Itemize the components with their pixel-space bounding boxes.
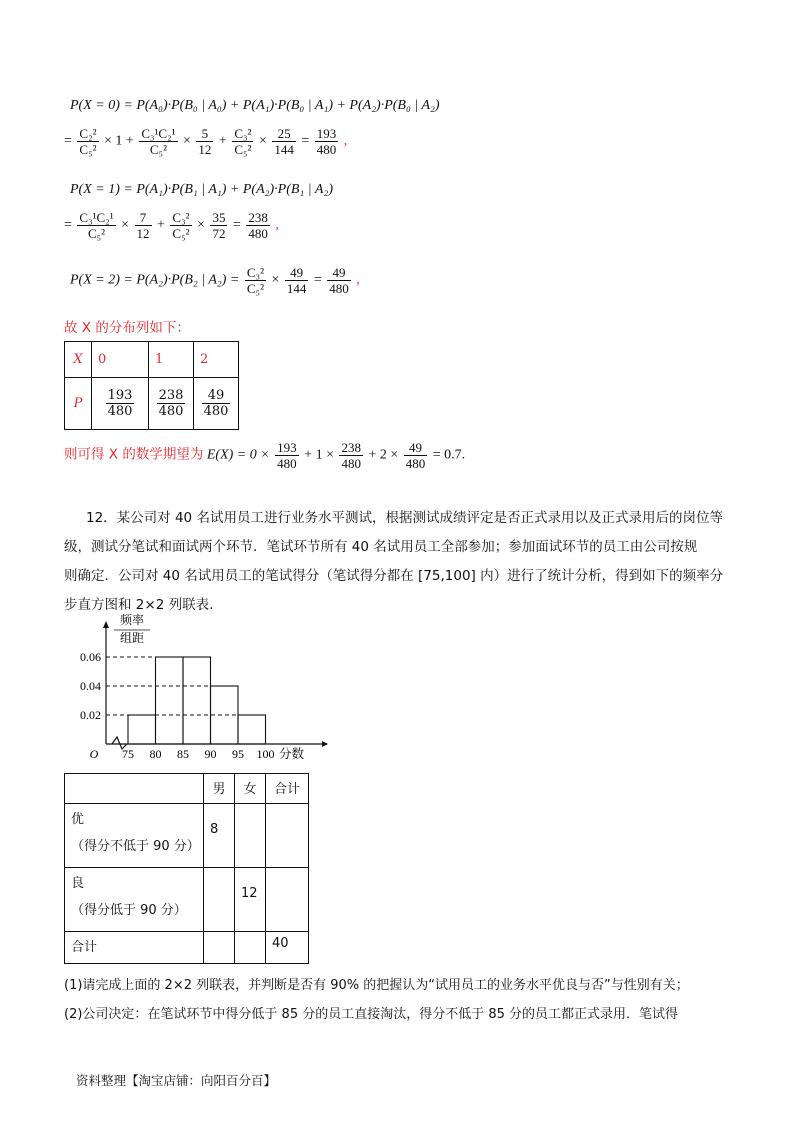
x-tick-label: 100 (256, 747, 275, 761)
fraction: $\frac{49}{144}$ (286, 265, 307, 296)
problem-line-4: 步直方图和 2×2 列联表. (64, 597, 214, 613)
question-1: (1)请完成上面的 2×2 列联表，并判断是否有 90% 的把握认为“试用员工的业务水平优良与否”与性别有关； (64, 978, 689, 993)
fraction: $\frac{\text{C₃¹C₂¹}}{\text{C₅²}}$ (141, 126, 176, 157)
x-tick-label: 80 (149, 747, 162, 761)
fraction: $\frac{\text{C₃²}}{\text{C₅²}}$ (234, 126, 252, 157)
x-tick-label: 90 (204, 747, 217, 761)
problem-line-1: 12．某公司对 40 名试用员工进行业务水平测试，根据测试成绩评定是否正式录用以及正式录用后的岗位等 (86, 510, 723, 526)
contingency-table: 男 女 合计 优 （得分不低于 90 分） 8 良 （得分低于 90 分） 12 合计 40 (64, 773, 309, 964)
x-axis-label: 分数 (278, 746, 305, 761)
y-tick-label: 0.02 (80, 708, 101, 722)
x-axis-arrow (322, 741, 328, 747)
distribution-table: X 0 1 2 P $\frac{193}{480}$ $\frac{238}{480}$ $\frac{49}{480}$ (64, 341, 239, 430)
fraction: $\frac{\text{C₃¹C₂¹}}{\text{C₅²}}$ (79, 210, 114, 241)
fraction: $\frac{7}{12}$ (136, 210, 150, 241)
histogram-bar (183, 657, 211, 744)
question-2: (2)公司决定：在笔试环节中得分低于 85 分的员工直接淘汰，得分不低于 85 分的员工都正式录用．笔试得 (64, 1007, 679, 1022)
fraction: $\frac{238}{480}$ (248, 210, 268, 241)
equation-px1: P(X = 1) = P(A₁)·P(B₁ | A₁) + P(A₂)·P(B₁ | A₂) (70, 182, 333, 197)
x-tick-label: 75 (122, 747, 134, 761)
equation-px2: P(X = 2) = P(A₂)·P(B₂ | A₂) = $\frac{\text{C₃²}}{\text{C₅²}}$ × $\frac{49}{144}$ = $\frac{49}{480}$ , (70, 265, 360, 296)
origin-label: O (89, 747, 99, 761)
x-tick-label: 85 (177, 747, 189, 761)
y-tick-label: 0.06 (80, 650, 101, 664)
x-tick-label: 95 (232, 747, 244, 761)
y-axis-label: 频率 (119, 613, 145, 627)
fraction: $\frac{193}{480}$ (316, 126, 337, 157)
y-axis-arrow (103, 621, 109, 628)
distribution-intro: 故 X 的分布列如下： (64, 320, 190, 336)
fraction: $\frac{25}{144}$ (274, 126, 294, 157)
y-tick-label: 0.04 (80, 679, 101, 693)
y-axis-label: 组距 (119, 631, 145, 645)
footer-source: 资料整理【淘宝店铺：向阳百分百】 (76, 1073, 277, 1088)
histogram-bar (156, 657, 184, 744)
histogram-bar (128, 715, 156, 744)
fraction: $\frac{\text{C₃²}}{\text{C₅²}}$ (172, 210, 190, 241)
equation-px0: P(X = 0) = P(A₀)·P(B₀ | A₀) + P(A₁)·P(B₀ | A₁) + P(A₂)·P(B₀ | A₂) (70, 98, 440, 113)
fraction: $\frac{5}{12}$ (198, 126, 212, 157)
expectation-line: 则可得 X 的数学期望为 E(X) = 0 × $\frac{193}{480}$ + 1 × $\frac{238}{480}$ + 2 × $\frac{49}{480}$ = 0.7. (64, 440, 466, 471)
fraction: $\frac{49}{480}$ (329, 265, 349, 296)
histogram-bar (238, 715, 266, 744)
frequency-histogram (64, 612, 334, 764)
fraction: $\frac{\text{C₂²}}{\text{C₅²}}$ (79, 126, 97, 157)
fraction: $\frac{35}{72}$ (212, 210, 226, 241)
equation-px1-expansion: = $\frac{\text{C₃¹C₂¹}}{\text{C₅²}}$ × $\frac{7}{12}$ + $\frac{\text{C₃²}}{\text{C₅²}}$ × $\frac{35}{72}$ = $\frac{238}{480}$ , (64, 210, 279, 241)
problem-line-3: 则确定．公司对 40 名试用员工的笔试得分（笔试得分都在 [75,100] 内）进行了统计分析，得到如下的频率分 (64, 568, 724, 584)
fraction: $\frac{\text{C₃²}}{\text{C₅²}}$ (246, 265, 264, 296)
equation-px0-expansion: = $\frac{\text{C₂²}}{\text{C₅²}}$ × 1 + $\frac{\text{C₃¹C₂¹}}{\text{C₅²}}$ × $\frac{5}{12}$ + $\frac{\text{C₃²}}{\text{C₅²}}$ × $\frac{25}{144}$ = $\frac{193}{480}$ , (64, 126, 348, 157)
problem-line-2: 级，测试分笔试和面试两个环节．笔试环节所有 40 名试用员工全部参加；参加面试环节的员工由公司按规 (64, 539, 698, 555)
